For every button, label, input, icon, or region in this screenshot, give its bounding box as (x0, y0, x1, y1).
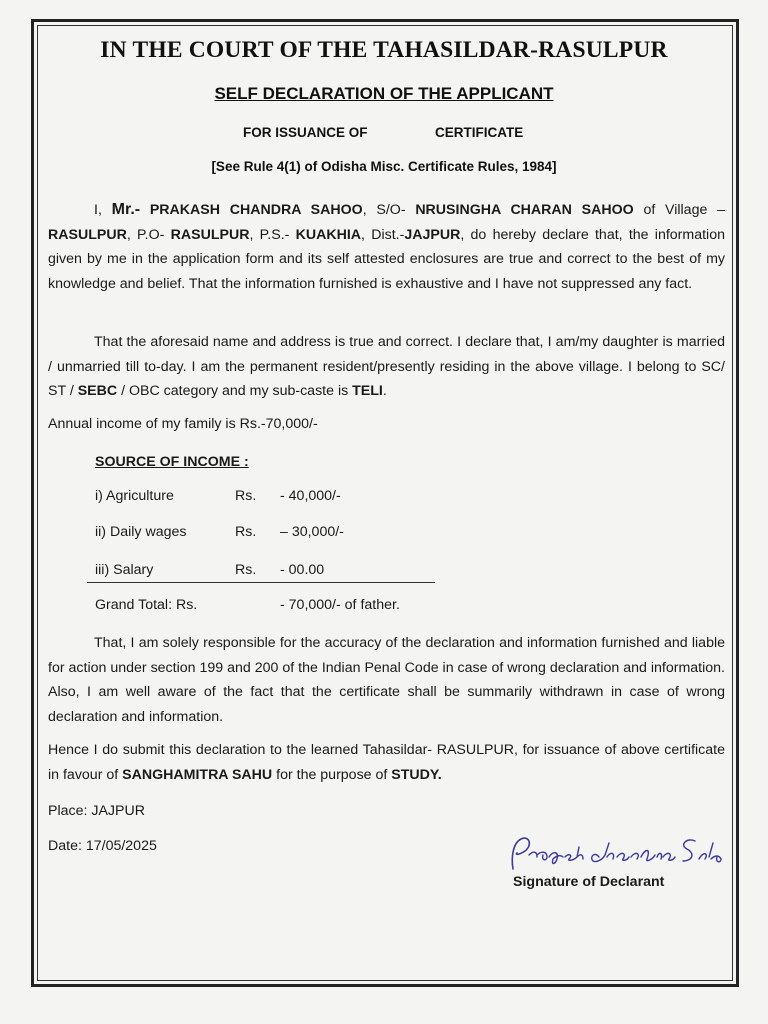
income-currency: Rs. (235, 562, 257, 578)
income-amount: - 40,000/- (280, 488, 341, 504)
residence-paragraph: That the aforesaid name and address is true and correct. I declare that, I am/my daughter is married / unmarried till to-day. I am the permanent resident/presently residing in the above village. I belong to SC/ ST / SEBC / OBC category and my sub-caste is TELI. (48, 334, 725, 399)
income-currency: Rs. (235, 488, 257, 504)
income-currency: Rs. (235, 524, 257, 540)
court-heading: IN THE COURT OF THE TAHASILDAR-RASULPUR (100, 37, 668, 63)
date-line: Date: 17/05/2025 (48, 838, 157, 854)
signature-label: Signature of Declarant (513, 874, 665, 890)
annual-income: Annual income of my family is Rs.-70,000/- (48, 416, 318, 432)
responsibility-paragraph: That, I am solely responsible for the accuracy of the declaration and information furnished and liable for action under section 199 and 200 of the Indian Penal Code in case of wrong declaration and information. Also, I am well aware of the fact that the certificate shall be summarily withdrawn in case of wrong declaration and information. (48, 635, 725, 725)
income-label: i) Agriculture (95, 488, 174, 504)
grand-total-label: Grand Total: Rs. (95, 597, 198, 613)
place-line: Place: JAJPUR (48, 803, 145, 819)
source-of-income-title: SOURCE OF INCOME : (95, 454, 249, 470)
applicant-paragraph: I, Mr.- PRAKASH CHANDRA SAHOO, S/O- NRUSINGHA CHARAN SAHOO of Village – RASULPUR, P.O- RASULPUR, P.S.- KUAKHIA, Dist.-JAJPUR, do hereby declare that, the information given by me in the application form and its self attested enclosures are true and correct to the best of my knowledge and belief. That the information furnished is exhaustive and I have not suppressed any fact. (48, 201, 725, 292)
income-label: iii) Salary (95, 562, 154, 578)
issuance-suffix: CERTIFICATE (435, 125, 524, 140)
issuance-prefix: FOR ISSUANCE OF (243, 125, 368, 140)
income-amount: – 30,000/- (280, 524, 344, 540)
document-title: SELF DECLARATION OF THE APPLICANT (214, 84, 554, 103)
submission-paragraph: Hence I do submit this declaration to the learned Tahasildar- RASULPUR, for issuance of above certificate in favour of SANGHAMITRA SAHU for the purpose of STUDY. (48, 742, 725, 783)
grand-total-amount: - 70,000/- of father. (280, 597, 400, 613)
handwritten-signature (507, 829, 727, 877)
income-label: ii) Daily wages (95, 524, 187, 540)
income-amount: - 00.00 (280, 562, 325, 578)
rule-reference: [See Rule 4(1) of Odisha Misc. Certificate Rules, 1984] (211, 159, 557, 174)
total-divider (87, 582, 435, 583)
